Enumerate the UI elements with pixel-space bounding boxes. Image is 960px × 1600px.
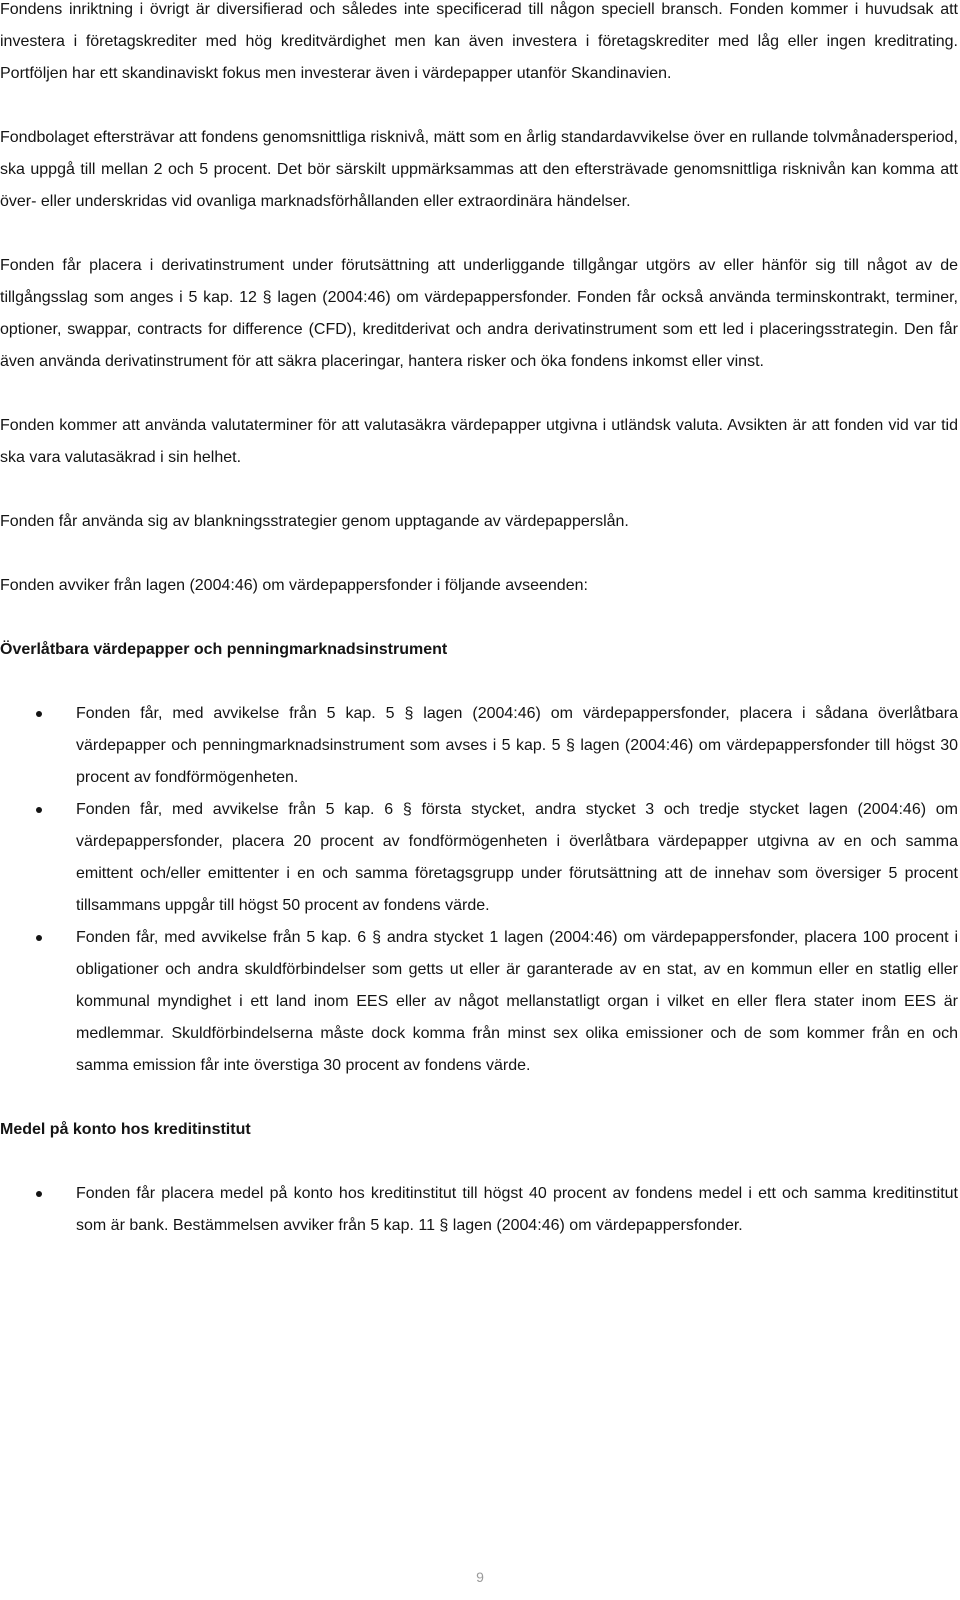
bullet-icon: [36, 711, 42, 717]
bullet-list-credit-institution-accounts: [0, 1178, 958, 1242]
list-item: [0, 1178, 958, 1242]
paragraph-risk-level: Fondbolaget eftersträvar att fondens genomsnittliga risknivå, mätt som en årlig standardavvikelse över en rullande tolvmånadersperiod, ska uppgå till mellan 2 och 5 procent. Det bör särskilt uppmärksammas att den eftersträvade genomsnittliga risknivån kan komma att över- eller underskridas vid ovanliga marknadsförhållanden eller extraordinära händelser.: [0, 129, 958, 210]
bullet-icon: [36, 1191, 42, 1197]
bullet-icon: [36, 935, 42, 941]
list-item-text: Fonden får, med avvikelse från 5 kap. 6 § andra stycket 1 lagen (2004:46) om värdepappersfonder, placera 100 procent i obligationer och andra skuldförbindelser som getts ut eller är garanterade av en stat, av en kommun eller en statlig eller kommunal myndighet i ett land inom EES eller av något mellanstatligt organ i vilket en eller flera stater inom EES är medlemmar. Skuldförbindelserna måste dock komma från minst sex olika emissioner och de som kommer från en och samma emission får inte överstiga 30 procent av fondens värde.: [76, 929, 958, 1074]
section-heading-credit-institution-accounts: Medel på konto hos kreditinstitut: [0, 1121, 251, 1138]
list-item-text: Fonden får, med avvikelse från 5 kap. 5 § lagen (2004:46) om värdepappersfonder, placera i sådana överlåtbara värdepapper och penningmarknadsinstrument som avses i 5 kap. 5 § lagen (2004:46) om värdepappersfonder till högst 30 procent av fondförmögenheten.: [76, 705, 958, 786]
paragraph-currency-hedging: Fonden kommer att använda valutaterminer för att valutasäkra värdepapper utgivna i utländsk valuta. Avsikten är att fonden vid var tid ska vara valutasäkrad i sin helhet.: [0, 417, 958, 466]
list-item-text: Fonden får, med avvikelse från 5 kap. 6 § första stycket, andra stycket 3 och tredje stycket lagen (2004:46) om värdepappersfonder, placera 20 procent av fondförmögenheten i överlåtbara värdepapper utgivna av en och samma emittent och/eller emittenter i en och samma företagsgrupp under förutsättning att de innehav som översiger 5 procent tillsammans uppgår till högst 50 procent av fondens värde.: [76, 801, 958, 914]
bullet-list-transferable-securities: [0, 698, 958, 1082]
section-heading-transferable-securities: Överlåtbara värdepapper och penningmarknadsinstrument: [0, 641, 448, 658]
paragraph-short-selling: Fonden får använda sig av blankningsstrategier genom upptagande av värdepapperslån.: [0, 513, 629, 530]
list-item: [0, 922, 958, 1082]
list-item: [0, 698, 958, 794]
list-item-text: Fonden får placera medel på konto hos kreditinstitut till högst 40 procent av fondens medel i ett och samma kreditinstitut som är bank. Bestämmelsen avviker från 5 kap. 11 § lagen (2004:46) om värdepappersfonder.: [76, 1185, 958, 1234]
page-number: 9: [476, 1569, 484, 1585]
paragraph-fund-orientation: Fondens inriktning i övrigt är diversifierad och således inte specificerad till någon speciell bransch. Fonden kommer i huvudsak att investera i företagskrediter med hög kreditvärdighet men kan även investera i företagskrediter med låg eller ingen kreditrating. Portföljen har ett skandinaviskt fokus men investerar även i värdepapper utanför Skandinavien.: [0, 1, 958, 82]
paragraph-derivatives: Fonden får placera i derivatinstrument under förutsättning att underliggande tillgångar utgörs av eller hänför sig till något av de tillgångsslag som anges i 5 kap. 12 § lagen (2004:46) om värdepappersfonder. Fonden får också använda terminskontrakt, terminer, optioner, swappar, contracts for difference (CFD), kreditderivat och andra derivatinstrument som ett led i placeringsstrategin. Den får även använda derivatinstrument för att säkra placeringar, hantera risker och öka fondens inkomst eller vinst.: [0, 257, 958, 370]
list-item: [0, 794, 958, 922]
bullet-icon: [36, 807, 42, 813]
paragraph-deviations-intro: Fonden avviker från lagen (2004:46) om värdepappersfonder i följande avseenden:: [0, 577, 588, 594]
